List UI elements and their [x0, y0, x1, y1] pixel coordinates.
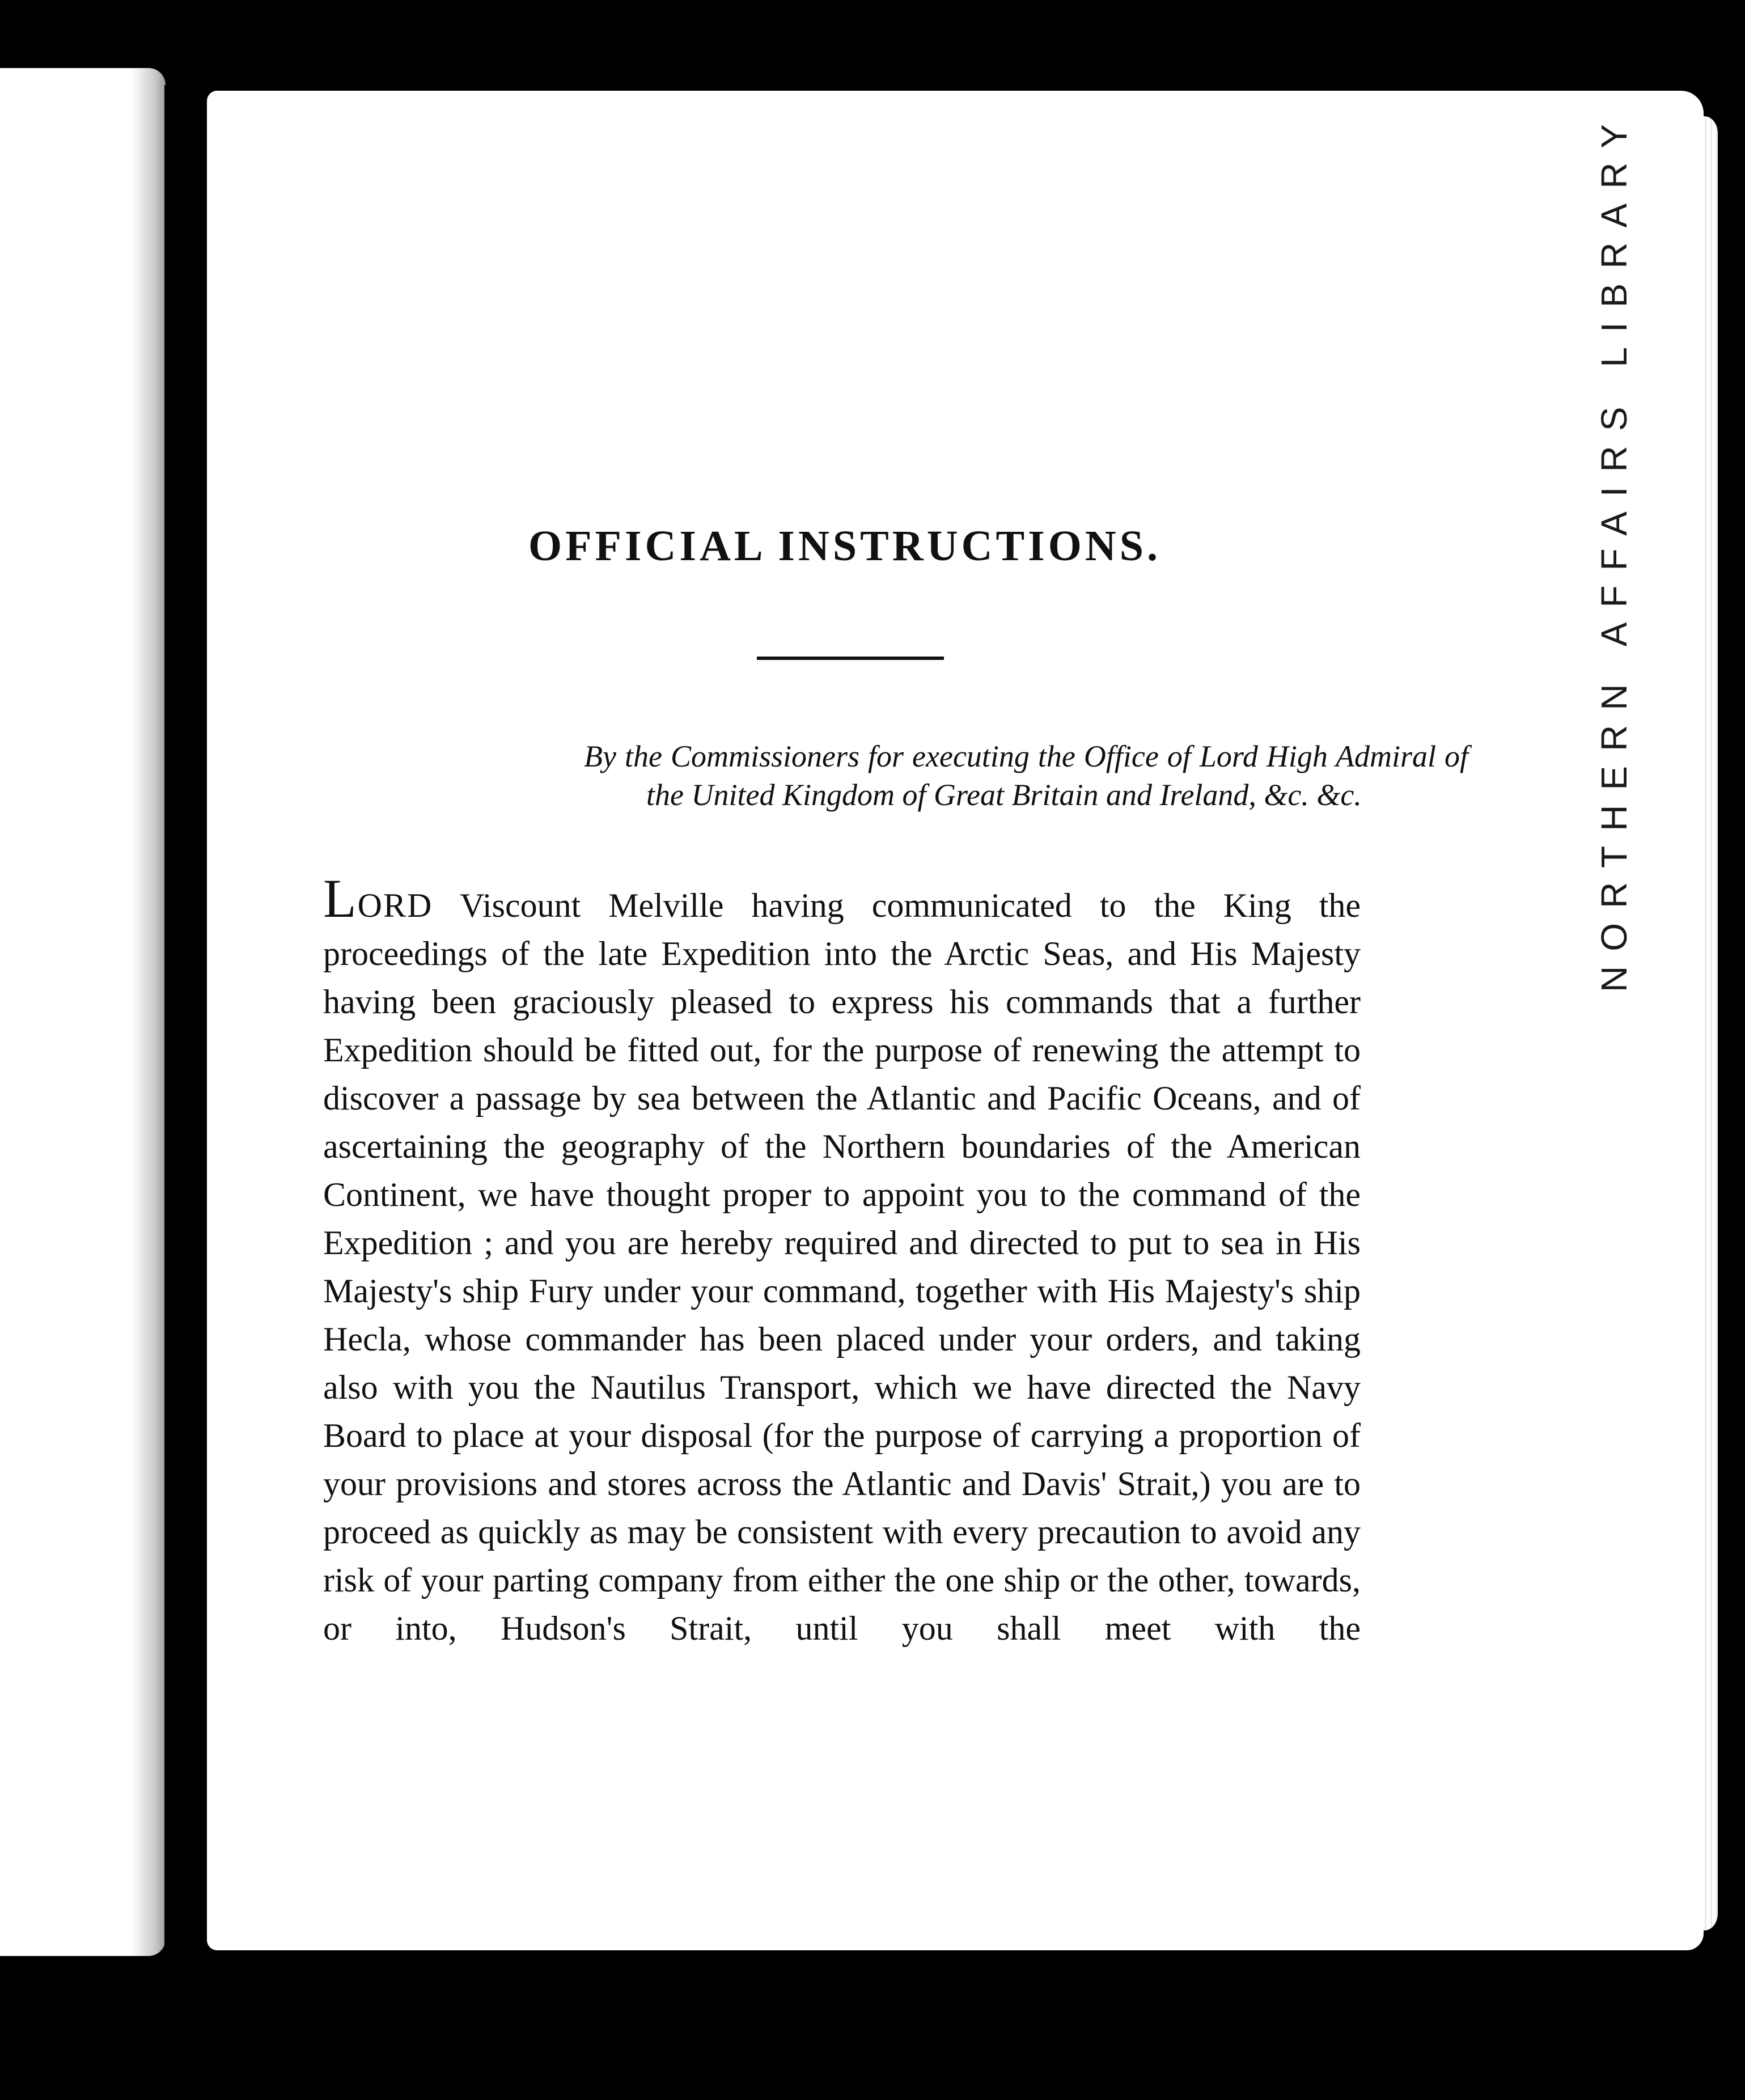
body-paragraph	[323, 868, 1361, 1653]
library-edge-stamp: NORTHERN AFFAIRS LIBRARY	[1594, 109, 1634, 992]
title-rule	[757, 657, 944, 660]
book-gutter	[164, 85, 210, 1956]
previous-page-shadow	[132, 68, 166, 1956]
address-heading: By the Commissioners for executing the Office of Lord High Admiral of the United Kingdom of Great Britain and Ireland, &c. &c.	[584, 739, 1468, 812]
lead-in-smallcaps: ORD	[357, 887, 433, 924]
body-text: Viscount Melville having communicated to the King the proceedings of the late Expedition into the Arctic Seas, and His Majesty having been graciously pleased to express his commands that a further Expedition should be fitted out, for the purpose of renewing the attempt to discover a passage by sea between the Atlantic and Pacific Oceans, and of ascertaining the geography of the Northern boundaries of the American Continent, we have thought proper to appoint you to the command of the Expedition ; and you are hereby required and directed to put to sea in His Majesty's ship Fury under your command, together with His Majesty's ship Hecla, whose commander has been placed under your orders, and taking also with you the Nautilus Transport, which we have directed the Navy Board to place at your disposal (for the purpose of carrying a proportion of your provisions and stores across the Atlantic and Davis' Strait,) you are to proceed as quickly as may be consistent with every precaution to avoid any risk of your parting company from either the one ship or the other, towards, or into, Hudson's Strait, until you shall meet with the	[323, 887, 1361, 1647]
initial-capital: L	[323, 868, 358, 929]
page-title: OFFICIAL INSTRUCTIONS.	[528, 522, 1161, 570]
